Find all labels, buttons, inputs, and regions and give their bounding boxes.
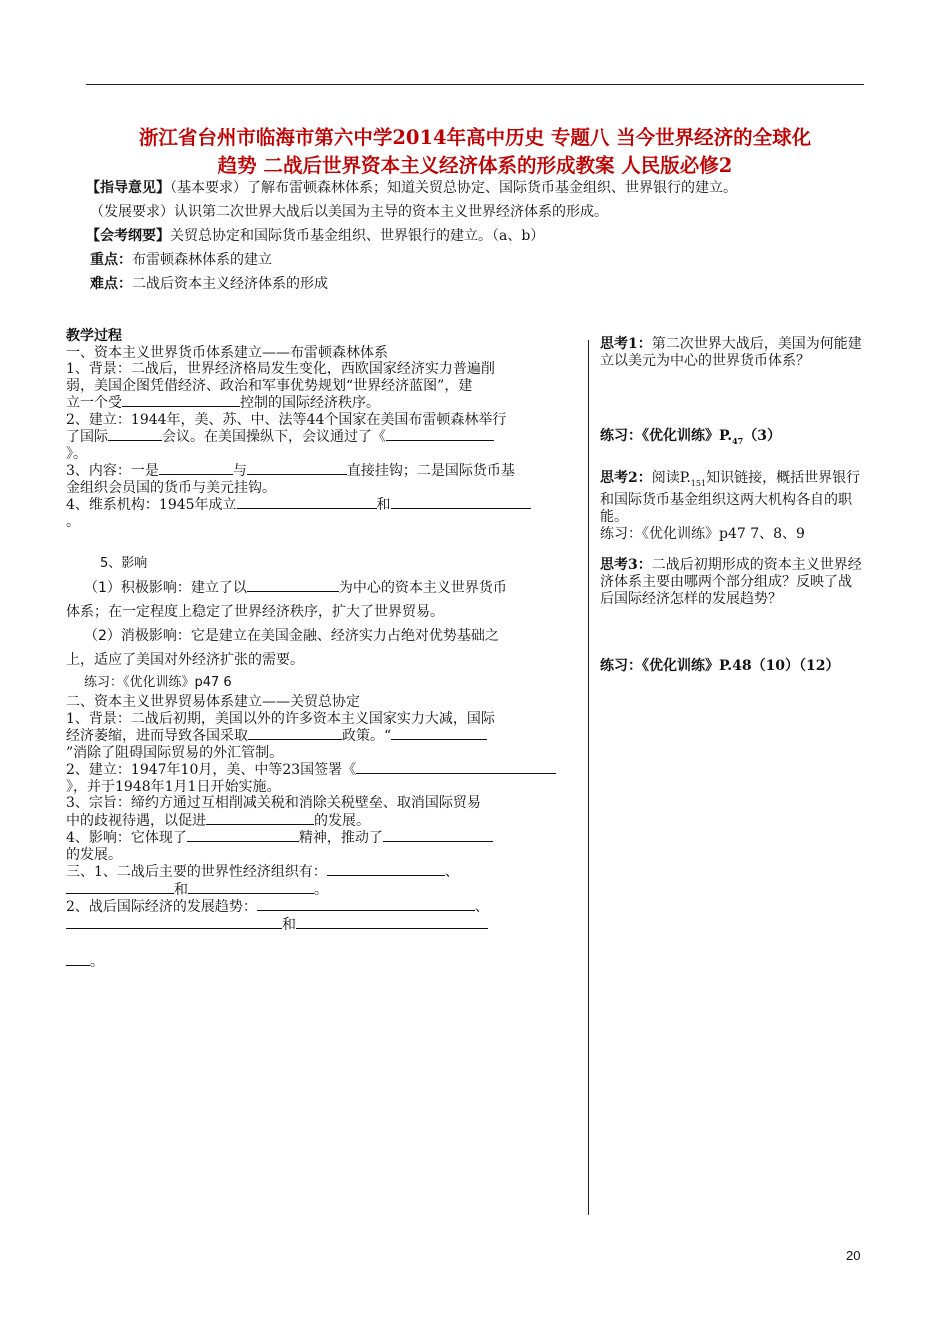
section2-title: 二、资本主义世界贸易体系建立——关贸总协定 xyxy=(66,694,360,710)
s1-impact-negative-2: 上，适应了美国对外经济扩张的需要。 xyxy=(66,652,304,668)
s2-impact-1 xyxy=(66,829,558,847)
text: 2、建立：1947年10月，美、中等23国签署《 xyxy=(66,762,357,778)
text: 直接挂钩；二是国际货币基 xyxy=(346,463,515,479)
fill-blank[interactable] xyxy=(237,496,377,509)
text: 3、内容：一是 xyxy=(66,463,159,479)
s2-impact-2: 的发展。 xyxy=(66,846,122,863)
s1-impact-positive-2: 体系；在一定程度上稳定了世界经济秩序，扩大了世界贸易。 xyxy=(66,604,444,620)
page-ref: 47 xyxy=(732,435,744,446)
fill-blank[interactable] xyxy=(66,881,174,894)
text: 、 xyxy=(444,864,459,880)
text: （3） xyxy=(743,428,781,444)
fill-blank[interactable] xyxy=(187,829,299,842)
s1-content-1 xyxy=(66,462,558,480)
fill-blank[interactable] xyxy=(206,812,314,825)
text: 2、战后国际经济的发展趋势： xyxy=(66,899,257,915)
text: 为中心的资本主义世界货币 xyxy=(338,580,507,596)
fill-blank[interactable] xyxy=(257,898,475,911)
text: 立一个受 xyxy=(66,395,122,411)
text: 了国际 xyxy=(66,429,108,445)
think-3-label: 思考3： xyxy=(600,556,652,573)
s1-institutions-1 xyxy=(66,496,558,514)
fill-blank[interactable] xyxy=(159,462,233,475)
teaching-process-heading: 教学过程 xyxy=(66,328,122,344)
s1-institutions-2: 。 xyxy=(66,513,80,530)
text: 阅读P. xyxy=(651,469,691,486)
header-rule xyxy=(86,84,864,85)
think-2-label: 思考2： xyxy=(600,469,652,486)
section1-title: 一、资本主义世界货币体系建立——布雷顿森林体系 xyxy=(66,344,388,361)
s1-establish-2 xyxy=(66,428,558,446)
exercise-3: 练习：《优化训练》P.48（10）（12） xyxy=(600,657,840,674)
fill-blank[interactable] xyxy=(188,881,314,894)
page-number: 20 xyxy=(846,1248,861,1263)
s1-background-1: 1、背景：二战后，世界经济格局发生变化，西欧国家经济实力普遍削 xyxy=(66,361,495,377)
s2-purpose-1: 3、宗旨：缔约方通过互相削减关税和消除关税壁垒、取消国际贸易 xyxy=(66,795,481,811)
s1-background-3 xyxy=(66,394,558,412)
s1-impact-negative-1: （2）消极影响：它是建立在美国金融、经济实力占绝对优势基础之 xyxy=(84,628,499,644)
s3-organizations-1 xyxy=(66,863,558,881)
fill-blank[interactable] xyxy=(383,829,493,842)
guide-row-2 xyxy=(86,200,866,224)
exam-row xyxy=(86,224,866,248)
guide-text-basic: （基本要求）了解布雷顿森林体系；知道关贸总协定、国际货币基金组织、世界银行的建立。 xyxy=(170,180,737,196)
think-3 xyxy=(600,557,862,608)
hard-text: 二战后资本主义经济体系的形成 xyxy=(132,276,328,292)
fill-blank[interactable] xyxy=(327,863,445,876)
intro-section xyxy=(86,176,866,296)
s2-background-2 xyxy=(66,727,558,745)
text: 、 xyxy=(474,899,489,915)
s1-establish-1: 2、建立：1944年，美、苏、中、法等44个国家在美国布雷顿森林举行 xyxy=(66,411,507,428)
fill-blank[interactable] xyxy=(248,727,342,740)
think-3-text: 二战后初期形成的资本主义世界经济体系主要由哪两个部分组成？反映了战后国际经济怎样的发展趋势？ xyxy=(600,556,862,607)
think-2 xyxy=(600,470,862,526)
guide-text-develop: （发展要求）认识第二次世界大战后以美国为主导的资本主义世界经济体系的形成。 xyxy=(90,204,608,220)
text: 。 xyxy=(314,881,328,898)
s2-purpose-2 xyxy=(66,812,558,830)
think-1 xyxy=(600,336,862,370)
s1-establish-3: 》。 xyxy=(66,445,87,462)
s1-impact-positive-1 xyxy=(84,576,558,600)
s1-background-2: 弱，美国企图凭借经济、政治和军事优势规划“世界经济蓝图”，建 xyxy=(66,377,473,394)
fill-blank[interactable] xyxy=(391,496,531,509)
key-label: 重点： xyxy=(90,252,132,268)
exercise-2: 练习：《优化训练》p47 7、8、9 xyxy=(600,525,805,542)
s1-exercise: 练习：《优化训练》p47 6 xyxy=(84,675,232,690)
s1-content-2: 金组织会员国的货币与美元挂钩。 xyxy=(66,479,276,496)
fill-blank[interactable] xyxy=(122,394,240,407)
text: 中的歧视待遇，以促进 xyxy=(66,812,206,829)
guide-label: 【指导意见】 xyxy=(86,180,170,196)
s2-background-3: ”消除了阻碍国际贸易的外汇管制。 xyxy=(66,744,284,761)
s2-establish-2: 》，并于1948年1月1日开始实施。 xyxy=(66,778,281,795)
guide-row xyxy=(86,176,866,200)
think-1-text: 第二次世界大战后，美国为何能建立以美元为中心的世界货币体系？ xyxy=(600,336,862,369)
fill-blank[interactable] xyxy=(386,428,494,441)
s3-trends-1 xyxy=(66,898,558,916)
s1-impact-title: 5、影响 xyxy=(100,556,148,571)
think-1-label: 思考1： xyxy=(600,336,652,352)
s3-organizations-2 xyxy=(66,881,558,899)
key-row xyxy=(86,248,866,272)
exercise-1 xyxy=(600,428,862,450)
hard-label: 难点： xyxy=(90,276,132,292)
text: 4、影响：它体现了 xyxy=(66,830,187,846)
text: 的发展。 xyxy=(314,812,370,829)
title-line-1: 浙江省台州市临海市第六中学2014年高中历史 专题八 当今世界经济的全球化 xyxy=(138,126,812,149)
s1-impact-block xyxy=(66,552,558,694)
s3-trends-2 xyxy=(66,916,558,934)
s2-establish-1 xyxy=(66,761,558,779)
key-text: 布雷顿森林体系的建立 xyxy=(132,252,272,268)
fill-blank[interactable] xyxy=(356,761,556,774)
left-column xyxy=(66,328,558,971)
text: 和 xyxy=(174,881,188,898)
fill-blank[interactable] xyxy=(391,727,487,740)
text: 与 xyxy=(232,463,247,479)
exam-text: 关贸总协定和国际货币基金组织、世界银行的建立。（a、b） xyxy=(170,228,545,244)
text: 4、维系机构：1945年成立 xyxy=(66,497,237,513)
fill-blank[interactable] xyxy=(66,916,282,929)
text: 经济萎缩，进而导致各国采取 xyxy=(66,728,248,744)
text: 和 xyxy=(282,916,296,933)
text: 控制的国际经济秩序。 xyxy=(240,395,380,411)
title-line-2: 趋势 二战后世界资本主义经济体系的形成教案 人民版必修2 xyxy=(217,154,733,177)
column-divider xyxy=(588,340,589,1215)
text: 会议。在美国操纵下，会议通过了《 xyxy=(162,429,386,445)
page-ref: 151 xyxy=(690,478,707,488)
fill-blank[interactable] xyxy=(296,916,488,929)
s2-background-1: 1、背景：二战后初期，美国以外的许多资本主义国家实力大减，国际 xyxy=(66,710,495,727)
fill-blank[interactable] xyxy=(66,953,90,966)
right-column xyxy=(600,336,862,675)
text: 。 xyxy=(90,954,104,970)
text: 精神，推动了 xyxy=(298,830,383,846)
document-title xyxy=(86,124,864,180)
fill-blank[interactable] xyxy=(247,462,347,475)
fill-blank[interactable] xyxy=(247,579,339,592)
text: 政策。“ xyxy=(342,728,392,744)
s3-trends-3 xyxy=(66,953,558,971)
text: 知识链接，概括世界银行和国际货币基金组织这两大机构各自的职能。 xyxy=(600,469,861,525)
text: （1）积极影响：建立了以 xyxy=(84,580,247,596)
fill-blank[interactable] xyxy=(108,428,162,441)
text: 和 xyxy=(376,497,391,513)
exam-label: 【会考纲要】 xyxy=(86,228,170,244)
text: 练习：《优化训练》P. xyxy=(600,428,733,444)
text: 三、1、二战后主要的世界性经济组织有： xyxy=(66,864,327,880)
hard-row xyxy=(86,272,866,296)
